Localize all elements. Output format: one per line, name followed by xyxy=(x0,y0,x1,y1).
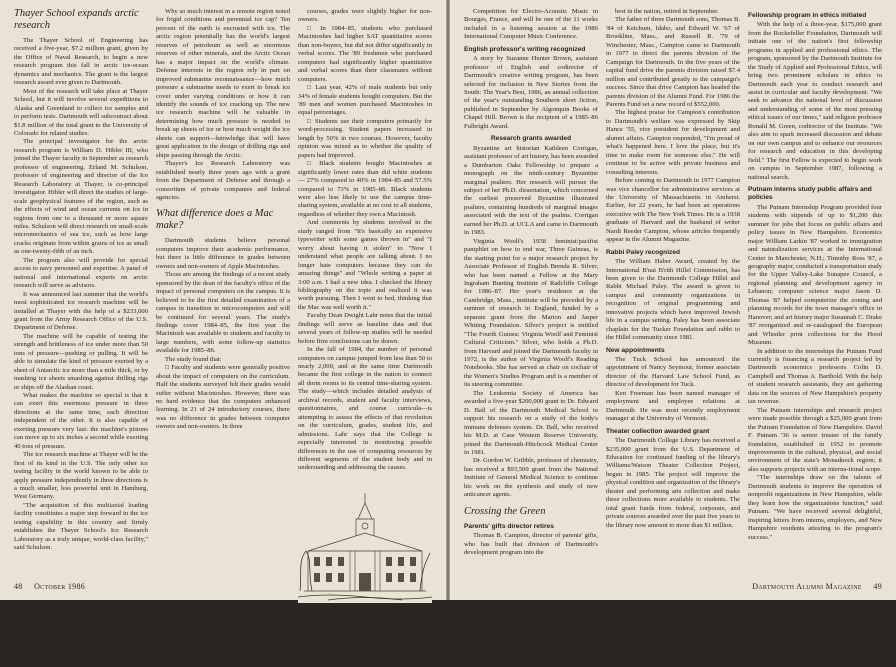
paragraph-group xyxy=(606,356,740,424)
article-paragraph: It was announced last summer that the world's most sophisticated ice research machine will be installed at Thayer with the help of a $233,000 grant from the Army Research Office of the U.S. Department of Defense. xyxy=(14,290,148,332)
subheading-new-appointments: New appointments xyxy=(606,346,665,354)
paragraph-group xyxy=(14,37,148,553)
article-paragraph: With the help of a three-year, $175,000 grant from the Rockefeller Foundation, Dartmouth will initiate one of the nation's first fellowship programs in applied and professional ethics. The program, sponsored by the Dartmouth Institute for the Study of Applied and Professional Ethics, will bring two prominent scholars in ethics to Dartmouth each year to conduct research and assist in curricular and faculty development. "We seek to advance the national level of discussion and understanding of some of the most pressing ethical issues of our times," said religion professor Ronald M. Green, codirector of the Institute. "We also aim to spark increased discussion and debate on our own campus and to enhance our resources for research and education in this developing field." The first Fellow is expected to begin work on campus in September 1987, following a national search. xyxy=(748,21,882,181)
article-paragraph: The principal investigator for the arctic research program is William D. Hibler III, who joined the Thayer faculty in September as research professor of engineering. Erland M. Schulson, professor of engineering and director of the Ice Research Laboratory at Thayer, is co-principal investigator. Hibler will direct the studies of large-scale geophysical features of the region, such as the effects of wind and ocean currents on ice in regions from one to a thousand or more square miles. Schulson will direct research on small-scale micromechanics of sea ice, such as how large cracks originate from within grains of ice as small as one-twenty-fifth of an inch. xyxy=(14,138,148,256)
magazine-title: Dartmouth Alumni Magazine xyxy=(752,582,862,591)
article-paragraph: "The internships draw on the talents of Dartmouth students to improve the operation of nonprofit organizations in New Hampshire, while they learn how the organizations function," said Putnam. "We have received several delightful, inspiring letters from interns, employers, and New Hampshire residents attesting to the program's success." xyxy=(748,474,882,541)
dartmouth-hall-illustration xyxy=(298,481,432,603)
article-paragraph: Why so much interest in a remote region noted for frigid conditions and perennial ice cap? Ten percent of the earth is encrusted with ice. The arctic region potentially has the world's largest reserves of petroleum as well as enormous reserves of other minerals, and the Arctic Ocean has a major impact on the world's climate. Defense interests in the region rely in part on improved submarine reconnaissance—how much pressure a submarine needs to exert to break ice cover under varying conditions or how it can identify the sounds of ice cracking up. The new ice research machine will be valuable in determining how much pressure is needed to break up sheets of ice or how much weight the ice sheets can support—knowledge that will have great application in the design of drilling rigs and ships passing through the Arctic. xyxy=(156,8,290,159)
article-paragraph: In the fall of 1984, the number of personal computers on campus jumped from less than 50 to nearly 2,000, and at the same time Dartmouth became the first college in the nation to connect all dorm rooms to its central time-sharing system. The study—which includes detailed analysis of archival records, student and faculty interviews, questionnaires, and course curricula—is attempting to assess the effects of that revolution on the curriculum, grades, student life, and admissions. Lahr says that the College is especially interested in monitoring possible differences in the use of computing resources by different segments of the student body and in understanding and addressing the causes. xyxy=(298,346,432,472)
subheading-rabbi-paley: Rabbi Paley recognized xyxy=(606,248,681,256)
article-paragraph: □ Last year, 42% of male students but only 34% of female students bought computers. But the '89 men and women purchased Macintoshes in equal percentages. xyxy=(298,84,432,117)
article-paragraph: The Putnam internships and research project were made possible through a $25,000 grant from the Putnam Foundation of New Hampshire. David F. Putnam '36 is senior trustee of the family foundation, established in 1952 to promote improvements in the cultural, physical, and social environment of the state's Monadnock region; it also supports projects with an interna-tional scope. xyxy=(748,406,882,473)
paragraph-group xyxy=(606,8,740,245)
article-paragraph: Virginia Woolf's 1938 feminist/pacifist pamphlet on how to end war, Three Guineas, is the starting point for a major research project by Associate Professor of English Brenda R. Silver, who has been named a Fellow at the Mary Ingraham Bunting Institute of Radcliffe College for 1986–87. Her year's residence at the Cambridge, Mass., institute will be preceded by a summer of research in England, funded by a separate grant from the Marion and Jasper Whiting Foundation. Silver's project is entitled "The Fourth Guinea: Virginia Woolf and Feminist Cultural Criticism." Silver, who holds a Ph.D. from Harvard and joined the Dartmouth faculty in 1972, is the author of Virginia Woolf's Reading Notebooks. She has served as chair on cochair of the Women's Studies Program and is a member of its steering committee. xyxy=(464,237,598,389)
right-page xyxy=(450,0,896,600)
article-paragraph: Dartmouth students believe personal computers improve their academic performance, but there is little difference in grades between owners and non-owners of Apple Macintoshes. xyxy=(156,237,290,270)
issue-date: October 1986 xyxy=(34,582,86,591)
paragraph-group xyxy=(606,437,740,530)
article-paragraph: The ice research machine at Thayer will be the first of its kind in the U.S. The only other ice testing facility in the world known to be able to apply pressure independently in three directions is a much smaller, less powerful unit in Hamburg, West Germany. xyxy=(14,451,148,501)
subheading-english-professor: English professor's writing recognized xyxy=(464,45,586,53)
article-paragraph: The program also will provide for special access to navy personnel and expertise. A panel of national and international experts on arctic research will serve as advisors. xyxy=(14,256,148,290)
subheading-computer-music: Computer music award xyxy=(298,623,371,631)
article-paragraph: best in the nation, retired in September. xyxy=(615,8,719,15)
article-heading-thayer: Thayer School expands arctic research xyxy=(14,8,139,31)
article-paragraph: The William Haber Award, created by the International B'nai B'rith Hillel Commission, has been given to the Dartmouth College Hillel and Rabbi Michael Paley. The award is given to campus and community organizations in recognition of original programming and innovative projects which have improved Jewish life in a campus setting. Paley has been associate chaplain for the Tucker Foundation and rabbi to the Hillel community since 1981. xyxy=(606,258,740,342)
subheading-fellowship-ethics: Fellowship program in ethics initiated xyxy=(748,12,867,19)
article-paragraph: The Leukemia Society of America has awarded a five-year $200,000 grant to Dr. Edward D. Ball of the Dartmouth Medical School to support his research on a study of the body's immune defenses system. Dr. Ball, who received his M.D. at Case Western Reserve University, joined the Dartmouth-Hitchcock Medical Center in 1981. xyxy=(464,389,598,457)
paragraph-group xyxy=(748,21,882,182)
article-paragraph: The highest praise for Campion's contribution to Dartmouth's welfare was expressed by Skip Hance '55, vice president for development and alumni affairs. Campion responded, "I'm proud of what's happened here. I love the place, but it's time to make room for someone else." He will continue to be active with private business and consulting interests. xyxy=(606,109,740,176)
article-paragraph: □ In 1984–85, students who purchased Macintoshes had higher SAT quantitative scores than non-buyers, but did not differ significantly in verbal scores. The '89 freshmen who purchased computers had significantly higher quantitative and verbal scores than their classmates without computers. xyxy=(298,24,432,83)
article-paragraph: What makes the machine so special is that it can exert this enormous pressure in three directions at the same time, each direction independent of the other. It is also capable of exerting pressure very fast: the machine's pistons can move up to six inches a second while exerting 40 tons of pressure. xyxy=(14,392,148,450)
article-paragraph: A story by Suzanne Hunter Brown, assistant professor of English and codirector of Dartmouth's creative writing program, has been selected for inclusion in New Stories from the South: The Year's Best, 1986, an annual collection of the year's outstanding Southern short fiction, published in September by Algonquin Books of Chapel Hill. Brown is the recipient of a 1985–86 Fulbright Award. xyxy=(464,55,598,130)
right-column-2 xyxy=(606,8,740,574)
paragraph-group xyxy=(464,8,598,42)
subheading-putnam-interns: Putnam interns study public affairs and policies xyxy=(748,186,872,202)
article-heading-mac: What difference does a Mac make? xyxy=(156,208,274,232)
article-paragraph: The study found that: xyxy=(165,355,222,363)
article-paragraph: □ Faculty and students were generally positive about the impact of computers on the curriculum. Half the students surveyed felt their grades would suffer without Macintoshes. However, there was no hard evidence that the computers enhanced learning. In 21 of 24 introductory courses, there was no difference in grades between computer owners and non-owners. In three xyxy=(156,364,290,431)
article-paragraph: Before coming to Dartmouth in 1977 Campion was vice chancellor for administrative services at the University of Massachusetts in Amherst. Earlier, for 22 years, he had been an operations executive with The New York Times. He is a 1938 graduate of Harvard and the husband of writer Nardi Reeder Campion, whose articles frequently appear in the Alumni Magazine. xyxy=(606,177,740,244)
article-paragraph: In addition to the internships the Putnam Fund currently is financing a research project led by Dartmouth economics professors Colin D. Campbell and Thomas A. Barthold. With the help of student research assistants, they are gathering data on the sources of New Hampshire's property tax revenue. xyxy=(748,347,882,406)
right-column-1 xyxy=(464,8,598,574)
article-paragraph: David Evan Jones, assistant professor of music, has won recognition for his composition "Scritto." It received an honorable mention in the 1986 Bourges International xyxy=(298,633,432,666)
article-paragraph: □ Students use their computers primarily for word-processing. Student papers increased in length by 50% in two courses. However, faculty opinion was mixed as to whether the quality of papers had improved. xyxy=(298,117,432,159)
left-column-1 xyxy=(14,8,148,574)
article-paragraph: Byzantine art historian Kathleen Corrigan, assistant professor of art history, has been awarded a Dumbarton Oaks Fellowship to prepare a monograph on the ninth-century Byzantine marginal psalters. Her research will pursue the subject of her Ph.D. dissertation, which concerned the earliest preserved Byzantine illustrated psalters, containing hundreds of marginal images associated with the text of the psalms. Corrigan earned her Ph.D. at UCLA and came to Dartmouth in 1983. xyxy=(464,144,598,237)
article-paragraph: Most of the research will take place at Thayer School, but it will involve several expeditions to Alaska and Greenland to collect ice samples and to perform tests. Dartmouth will subcontract about $1.8 million of the total grant to the University of Colorado for related studies. xyxy=(14,87,148,137)
subheading-theater-collection: Theater collection awarded grant xyxy=(606,427,710,435)
left-page xyxy=(0,0,446,666)
article-paragraph: □ Black students bought Macintoshes at significantly lower rates than did white students — 27% compared to 40% in 1984–85 and 57.5% compared to 73% in 1985–86. Black students were also less likely to use the campus time-sharing system, available at no cost to all students, regardless of whether they own a Macintosh. xyxy=(298,160,432,218)
subheading-research-grants: Research grants awarded xyxy=(490,135,572,143)
article-paragraph: The Dartmouth College Library has received a $235,000 grant from the U.S. Department of Education for continued funding of the library's Williams/Watson Theater Collection Project, begun in 1985. The project will improve the physical condition and organization of the library's theater and performing arts collection and make these collections more available to students. The total grant funds from federal, corporate, and private sources awarded over the past five years to the library now amount to more than $1 million. xyxy=(606,437,741,529)
article-paragraph: Ken Freeman has been named manager of employment and employee relations at Dartmouth. He was most recently employment manager at the University of Vermont. xyxy=(606,389,740,423)
paragraph-group xyxy=(156,237,290,431)
article-paragraph: The machine will be capable of testing the strength and brittleness of ice under more than 50 tons of pressure—pushing or pulling. It will be able to simulate the kind of pressure exerted by a sheet of Antarctic ice more than a mile thick, or by mashing ice sheets smashing against drilling rigs or ships off the Alaskan coast. xyxy=(14,332,148,391)
section-heading-crossing-the-green: Crossing the Green xyxy=(464,505,546,517)
left-folio xyxy=(14,582,85,592)
article-paragraph: courses, grades were slightly higher for non-owners. xyxy=(298,8,432,24)
article-paragraph: Competition for Electro-Acoustic Music in Bourges, France, and will be one of the 11 works included in a listening session at the 1986 International Computer Music Conference. xyxy=(464,8,598,41)
section-heading-faculty-news: Faculty News xyxy=(298,606,356,618)
left-column-3 xyxy=(298,8,432,666)
paragraph-group xyxy=(464,145,598,500)
article-paragraph: Those are among the findings of a recent study sponsored by the dean of the faculty's office of the impact of personal computers on the campus. It is believed to be the first detailed examination of a campus in transition to microcomputers and will be continued for several years. The study's findings cover 1984–85, the first year the Macintosh was available to students and faculty in large numbers, with some follow-up statistics available for 1985–86. xyxy=(156,271,290,355)
paragraph-group xyxy=(464,55,598,131)
article-paragraph: Dr. Gordon W. Gribble, professor of chemistry, has received a $93,500 grant from the National Institute of General Medical Science to continue his work on the synthesis and study of new anticancer agents. xyxy=(464,457,598,499)
paragraph-group xyxy=(748,204,882,542)
article-paragraph: "The acquisition of this multiaxial loading facility constitutes a major step forward in the ice testing capability in this country and firmly establishes the Thayer School's Ice Research Laboratory as a truly unique, world-class facility," said Schulson. xyxy=(14,501,148,552)
article-paragraph: Faculty Dean Dwight Lahr notes that the initial findings will serve as baseline data and that several years of follow-up studies will be needed before firm conclusions can be drawn. xyxy=(298,312,432,345)
article-paragraph: The Thayer School of Engineering has received a five-year, $7.2 million grant, given by the Office of Naval Research, to begin a new research program this fall in arctic ice-ocean dynamics and mechanics. The grant is the largest research award ever given to Dartmouth. xyxy=(14,37,148,87)
page-number: 49 xyxy=(873,582,882,591)
article-paragraph: And comments by students involved in the study ranged from "It's basically an expensive typewriter with some games thrown in" and "I worry about having it stolen" to "Now I understand what people are talking about. I no longer hate computers because they can do amazing things" and "Whole writing a paper at 3:00 a.m. I had a new idea. I checked the library bibliography on the topic and realized it was worth pursuing. Then I went to bed, thinking that the Mac was well worth it." xyxy=(298,219,432,311)
paragraph-group xyxy=(298,633,432,667)
article-paragraph: The father of three Dartmouth sons, Thomas B. '84 of Ketchum, Idaho, and Edward W. '67 of Brookline, Mass., and Russell R. '79 of Winchester, Mass., Campion came to Dartmouth in 1977 to direct the parents division of the Campaign for Dartmouth. In the five years of the capital fund drive the parents division raised $7.4 million and contributed greatly to the campaign's success. Since that drive Campion has headed the parents division of the Alumni Fund. For 1986 the Parents Fund set a new record of $552,000. xyxy=(606,16,740,108)
page-number: 48 xyxy=(14,582,23,591)
left-column-2 xyxy=(156,8,290,574)
article-paragraph: The Putnam Internship Program provided four students with stipends of up to $1,200 this summer for jobs that focus on public affairs and policy issues in New Hampshire. Economics major William Larkin '87 worked in immigration and naturalization services at the International Center in Manchester, N.H.; Timothy Ross '87, a geography major, conducted a transportation study for the Upper Valley-Lake Sunapee Council, a regional planning and development agency in Lebanon; computer science major Jason D. Thomas '87 helped computerize the zoning and planning records for the town manager's office in Hanover; and art history major Susannah C. Drake '87 reorganized and re-catalogued the European and Whistler print collections for the Hood Museum. xyxy=(748,203,882,347)
right-folio xyxy=(752,582,882,592)
paragraph-group xyxy=(606,258,740,343)
paragraph-group xyxy=(298,8,432,473)
article-paragraph: Thayer's Ice Research Laboratory was established nearly three years ago with a grant from the Department of Defense and through a consortium of private companies and federal agencies. xyxy=(156,160,290,201)
subheading-parents-gifts: Parents' gifts director retires xyxy=(464,522,554,530)
article-paragraph: Thomas B. Campion, director of parents' gifts, who has built that division of Dartmouth's development program into the xyxy=(464,532,598,557)
paragraph-group xyxy=(156,8,290,202)
paragraph-group xyxy=(464,532,598,557)
article-paragraph: The Tuck School has announced the appointment of Nancy Seymour, former associate director of the Harvard Law School Fund, as director of development for Tuck. xyxy=(606,356,740,389)
right-column-3 xyxy=(748,8,882,574)
